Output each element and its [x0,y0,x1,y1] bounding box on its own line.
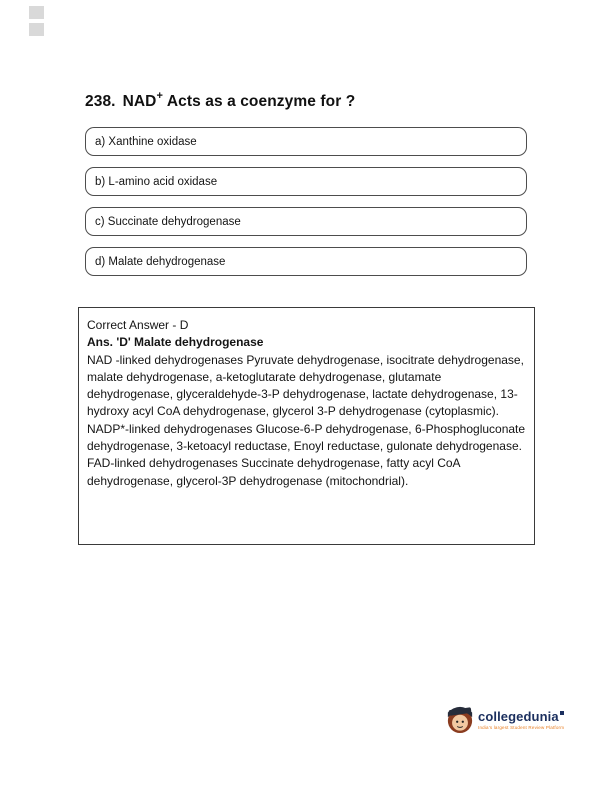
option-a-label: a) Xanthine oxidase [95,135,197,148]
question-title [85,91,355,111]
mascot-icon [446,703,474,735]
option-c [85,207,527,236]
scan-artifact [29,6,44,19]
answer-heading: Ans. 'D' Malate dehydrogenase [87,335,264,350]
option-b [85,167,527,196]
brand-name: collegedunia [478,708,559,724]
question-text-post: Acts as a coenzyme for ? [163,93,356,111]
answer-paragraph-nad: NAD -linked dehydrogenases Pyruvate dehydrogenase, isocitrate dehydrogenase, malate dehydrogenase, a-ketoglutarate dehydrogenase, glutamate dehydrogenase, glyceraldehyde-3-P dehydrogenase, lactate dehydrogenase, 13-hydroxy acyl CoA dehydrogenase, glycerol 3-P dehydrogenase (cytoplasmic). [87,352,524,419]
brand-text [478,709,564,730]
question-superscript: + [156,90,163,102]
option-a [85,127,527,156]
answer-paragraph-fad: FAD-linked dehydrogenases Succinate dehydrogenase, fatty acyl CoA dehydrogenase, glycerol-3P dehydrogenase (mitochondrial). [87,456,460,488]
scan-artifact [29,23,44,36]
question-number: 238. [85,93,116,111]
brand-tagline: India's largest Student Review Platform [478,724,565,730]
question-text-pre: NAD [122,93,157,111]
option-b-label: b) L-amino acid oxidase [95,175,218,188]
answer-box [78,307,535,545]
option-d-label: d) Malate dehydrogenase [95,255,226,268]
correct-answer-line: Correct Answer - D [87,318,189,332]
option-d [85,247,527,276]
trademark-icon [560,711,564,715]
collegedunia-logo [446,703,564,735]
option-c-label: c) Succinate dehydrogenase [95,215,241,228]
answer-paragraph-nadp: NADP*-linked dehydrogenases Glucose-6-P dehydrogenase, 6-Phosphogluconate dehydrogenase, 3-ketoacyl reductase, Enoyl reductase, gulonate dehydrogenase. [87,421,526,454]
